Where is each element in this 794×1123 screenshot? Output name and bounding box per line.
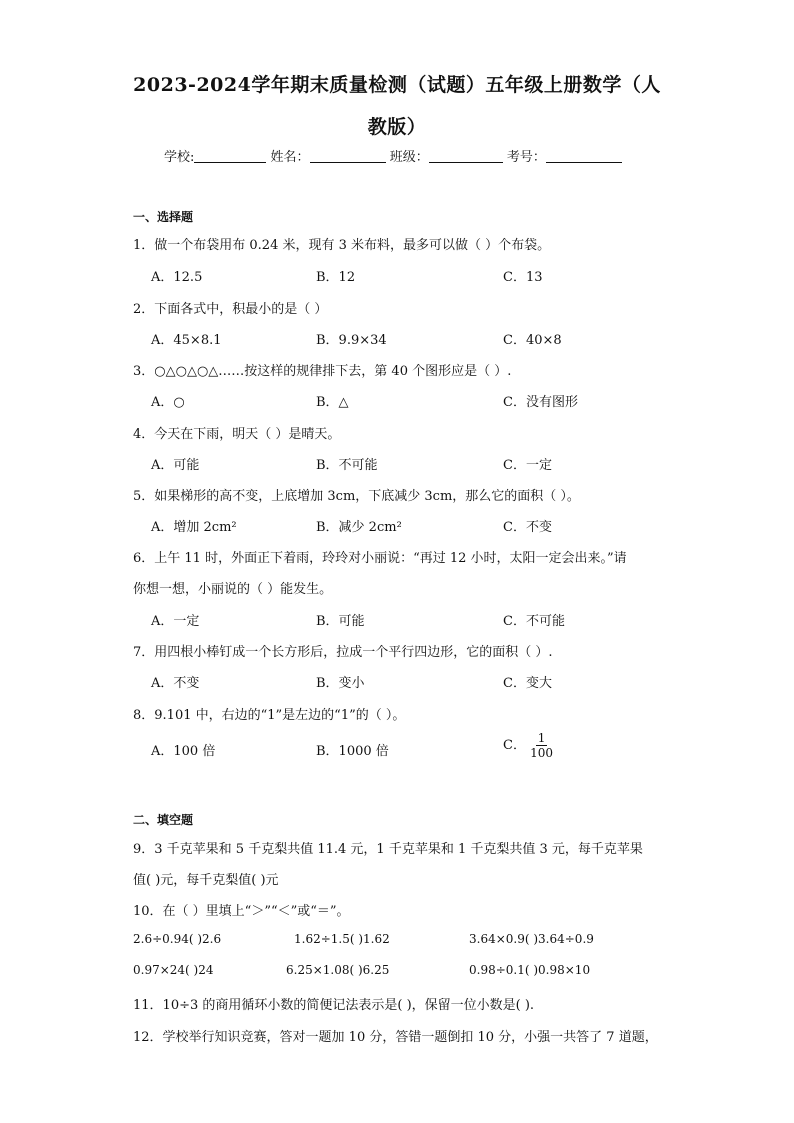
q10-row2-item1: 0.97×24( )24 [133, 963, 214, 977]
question-7: 7．用四根小棒钉成一个长方形后，拉成一个平行四边形，它的面积（ ）. [133, 645, 553, 660]
class-label: 班级： [389, 150, 429, 165]
fraction-one-hundredth [530, 731, 553, 760]
q2-option-a: A．45×8.1 [151, 333, 222, 348]
q5-option-b: B．减少 2cm² [316, 520, 402, 535]
question-1: 1．做一个布袋用布 0.24 米，现有 3 米布料，最多可以做（ ）个布袋。 [133, 238, 551, 253]
name-label: 姓名： [270, 150, 310, 165]
q8-option-c [503, 731, 553, 760]
class-blank [429, 150, 503, 163]
number-label: 考号： [506, 150, 546, 165]
section-choice-heading: 一、选择题 [133, 210, 194, 224]
exam-title-line2: 教版） [367, 116, 427, 138]
q4-option-b: B．不可能 [316, 458, 378, 473]
q7-option-c: C．变大 [503, 676, 552, 691]
q8-option-a: A．100 倍 [151, 744, 216, 759]
q1-option-a: A．12.5 [151, 270, 203, 285]
question-8: 8．9.101 中，右边的“1”是左边的“1”的（ ）。 [133, 708, 406, 723]
fraction-numerator: 1 [537, 731, 546, 745]
q3-option-b: B．△ [316, 395, 349, 410]
q10-row1-item1: 2.6÷0.94( )2.6 [133, 932, 222, 946]
q10-row1-item2: 1.62÷1.5( )1.62 [294, 932, 390, 946]
question-9-line1: 9．3 千克苹果和 5 千克梨共值 11.4 元，1 千克苹果和 1 千克梨共值 3 元，每千克苹果 [133, 842, 643, 857]
q4-option-c: C．一定 [503, 458, 552, 473]
section-fill-heading: 二、填空题 [133, 813, 194, 827]
q7-option-b: B．变小 [316, 676, 365, 691]
q3-option-c: C．没有图形 [503, 395, 578, 410]
q2-option-b: B．9.9×34 [316, 333, 387, 348]
q6-option-c: C．不可能 [503, 614, 565, 629]
q8-option-b: B．1000 倍 [316, 744, 389, 759]
q10-row1-item3: 3.64×0.9( )3.64÷0.9 [469, 932, 594, 946]
question-12: 12．学校举行知识竞赛，答对一题加 10 分，答错一题倒扣 10 分，小强一共答了 7 道题， [133, 1030, 658, 1045]
question-6-line2: 你想一想，小丽说的（ ）能发生。 [133, 582, 333, 597]
q5-option-c: C．不变 [503, 520, 552, 535]
q5-option-a: A．增加 2cm² [151, 520, 237, 535]
q6-option-a: A．一定 [151, 614, 200, 629]
q7-option-a: A．不变 [151, 676, 200, 691]
q10-row2-item3: 0.98÷0.1( )0.98×10 [469, 963, 591, 977]
fraction-denominator: 100 [530, 746, 553, 760]
q8-option-c-prefix: C． [503, 738, 526, 753]
question-9-line2: 值( )元，每千克梨值( )元 [133, 873, 279, 888]
school-blank [194, 150, 266, 163]
question-4: 4．今天在下雨，明天（ ）是晴天。 [133, 427, 341, 442]
exam-title-line1: 2023-2024学年期末质量检测（试题）五年级上册数学（人 [133, 74, 661, 96]
number-blank [546, 150, 622, 163]
q2-option-c: C．40×8 [503, 333, 562, 348]
q6-option-b: B．可能 [316, 614, 365, 629]
q1-option-c: C．13 [503, 270, 543, 285]
student-info-line [164, 146, 622, 165]
q3-option-a: A．○ [151, 395, 185, 410]
question-5: 5．如果梯形的高不变，上底增加 3cm，下底减少 3cm，那么它的面积（ ）。 [133, 489, 580, 504]
school-label: 学校: [164, 150, 195, 165]
q4-option-a: A．可能 [151, 458, 200, 473]
q10-row2-item2: 6.25×1.08( )6.25 [286, 963, 390, 977]
question-10: 10．在（ ）里填上“＞”“＜”或“＝”。 [133, 904, 350, 919]
q1-option-b: B．12 [316, 270, 356, 285]
question-2: 2．下面各式中，积最小的是（ ） [133, 302, 328, 317]
question-3: 3．○△○△○△……按这样的规律排下去，第 40 个图形应是（ ）. [133, 364, 512, 379]
name-blank [310, 150, 386, 163]
question-11: 11．10÷3 的商用循环小数的简便记法表示是( )，保留一位小数是( ). [133, 998, 535, 1013]
question-6-line1: 6．上午 11 时，外面正下着雨，玲玲对小丽说：“再过 12 小时，太阳一定会出来。”请 [133, 551, 627, 566]
